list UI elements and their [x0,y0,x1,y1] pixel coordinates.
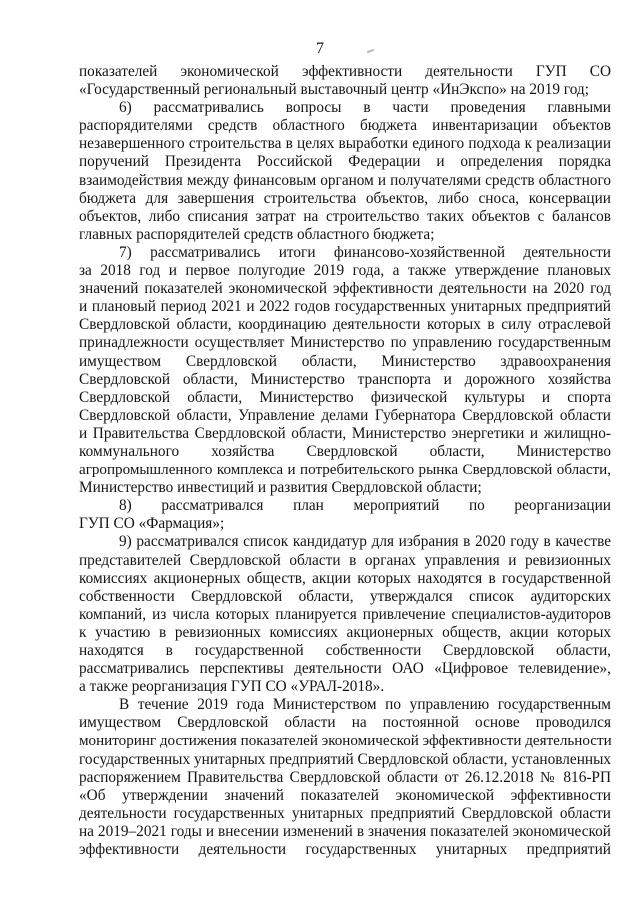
text-line: незавершенного строительства в целях выработки единого подхода к реализации [79,135,611,153]
text-line: находятся в государственной собственности Свердловской области, [79,642,611,659]
text-line: за 2018 год и первое полугодие 2019 года, а также утверждение плановых [79,262,611,280]
text-line: представителей Свердловской области в органах управления и ревизионных [79,551,611,569]
text-line: компаний, из числа которых планируется привлечение специалистов-аудиторов [79,605,611,623]
text-line: и плановый период 2021 и 2022 годов государственных унитарных предприятий [79,298,611,316]
text-line: взаимодействия между финансовым органом и получателями средств областного [79,171,611,189]
text-line: Свердловской области, координацию деятельности которых в силу отраслевой [79,316,611,334]
text-line: 8) рассматривался план мероприятий по реорганизации [119,497,611,515]
text-line: и Правительства Свердловской области, Министерство энергетики и жилищно- [79,424,611,442]
text-line: значений показателей экономической эффективности деятельности на 2020 год [79,280,611,298]
text-line: показателей экономической эффективности деятельности ГУП СО [79,63,611,80]
text-line: Свердловской области, Министерство транспорта и дорожного хозяйства [79,370,611,388]
text-line: 6) рассматривались вопросы в части проведения главными [119,99,611,117]
text-line: комиссиях акционерных обществ, акции которых находятся в государственной [79,569,611,587]
text-line: государственных унитарных предприятий Свердловской области, установленных [79,750,611,768]
text-line: главных распорядителей средств областного бюджета; [79,225,435,243]
text-line: рассматривались перспективы деятельности ОАО «Цифровое телевидение», [79,660,611,678]
text-line: 7) рассматривались итоги финансово-хозяйственной деятельности [119,243,611,261]
text-line: Министерство инвестиций и развития Свердловской области; [79,479,482,497]
text-line: коммунального хозяйства Свердловской области, Министерство [79,442,611,460]
text-line: эффективности деятельности государственных унитарных предприятий [79,841,611,859]
text-line: «Об утверждении значений показателей экономической эффективности [79,786,611,804]
text-line: агропромышленного комплекса и потребительского рынка Свердловской области, [79,462,611,479]
text-line: распоряжением Правительства Свердловской области от 26.12.2018 № 816-РП [79,768,611,786]
text-line: распорядителями средств областного бюджета инвентаризации объектов [79,117,611,135]
text-line: имуществом Свердловской области, Министерство здравоохранения [79,352,611,370]
text-line: поручений Президента Российской Федерации и определения порядка [79,153,611,171]
text-line: а также реорганизация ГУП СО «УРАЛ-2018». [79,678,385,696]
body-text [79,63,611,859]
text-line: объектов, либо списания затрат на строительство таких объектов с балансов [79,207,611,225]
text-line: деятельности государственных унитарных предприятий Свердловской области [79,804,611,822]
text-line: имуществом Свердловской области на постоянной основе проводился [79,714,611,732]
text-line: на 2019–2021 годы и внесении изменений в значения показателей экономической [79,822,611,840]
text-line: Свердловской области, Управление делами Губернатора Свердловской области [79,406,611,424]
text-line: В течение 2019 года Министерством по управлению государственным [119,696,611,714]
text-line: мониторинг достижения показателей экономической эффективности деятельности [79,733,612,750]
text-line: принадлежности осуществляет Министерство по управлению государственным [79,334,611,352]
text-line: бюджета для завершения строительства объектов, либо сноса, консервации [79,189,611,207]
text-line: 9) рассматривался список кандидатур для избрания в 2020 году в качестве [119,533,611,551]
text-line: собственности Свердловской области, утверждался список аудиторских [79,587,611,605]
text-line: «Государственный региональный выставочный центр «ИнЭкспо» на 2019 год; [79,81,589,99]
page-number: 7 [316,40,324,57]
text-line: к участию в ревизионных комиссиях акционерных обществ, акции которых [79,623,611,641]
text-line: ГУП СО «Фармация»; [79,515,225,533]
text-line: Свердловской области, Министерство физической культуры и спорта [79,388,611,406]
